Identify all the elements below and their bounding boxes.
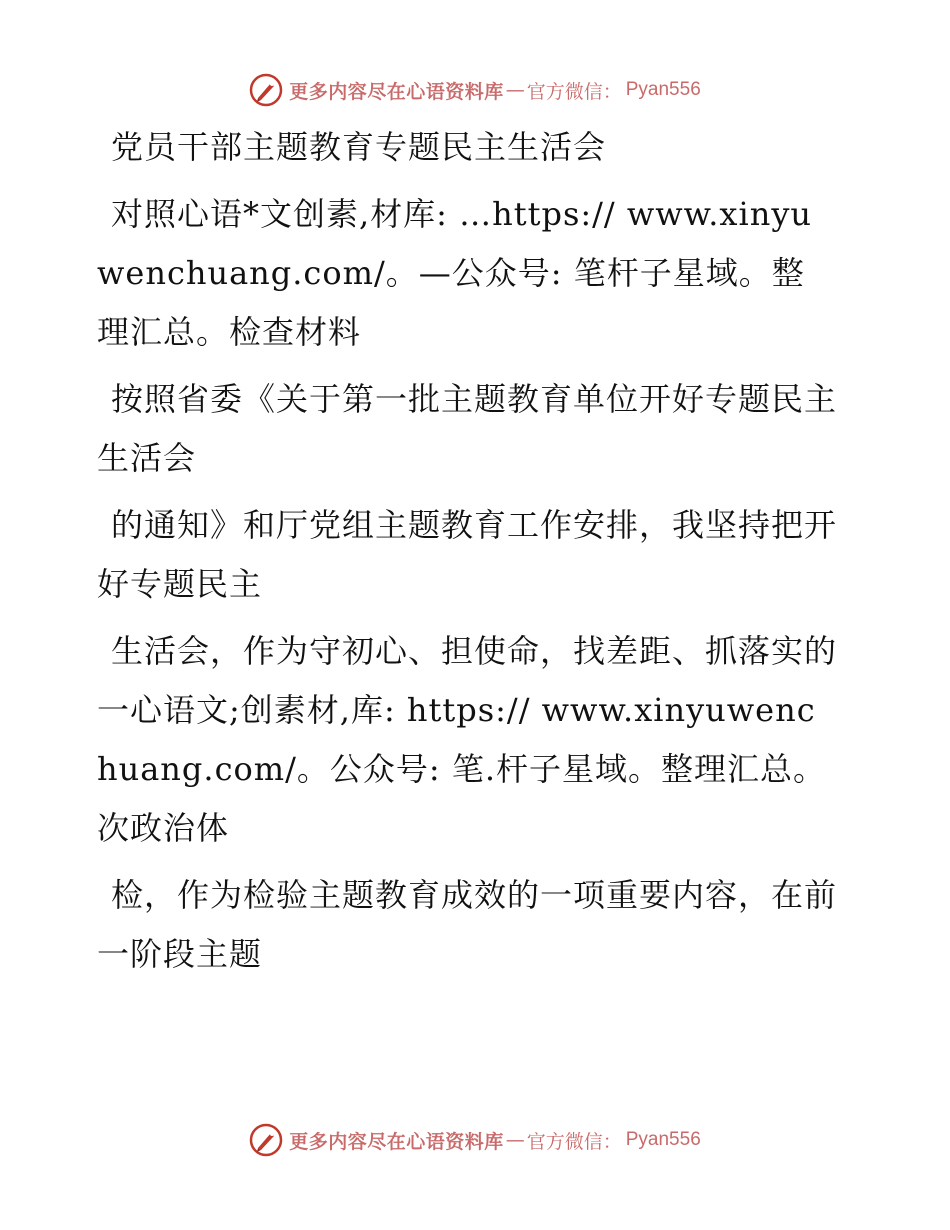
header-banner-separator: — (505, 79, 525, 101)
footer-banner-separator: — (505, 1129, 525, 1151)
footer-banner-text: 更多内容尽在心语资料库 (289, 1130, 504, 1153)
header-banner-wechat-label: 官方微信： (526, 80, 622, 103)
footer-watermark-banner (0, 1120, 950, 1160)
footer-banner-wechat-id: Pyan556 (625, 1129, 701, 1150)
footer-banner-wechat-label: 官方微信： (526, 1130, 622, 1153)
doc-paragraph: 对照心语*文创素,材库: …https:// www.xinyuwenchuang.com/。—公众号: 笔杆子星域。整理汇总。检查材料 (97, 195, 813, 351)
header-banner-wechat-id: Pyan556 (625, 79, 701, 100)
pen-logo-icon (249, 73, 283, 107)
doc-title-line: 党员干部主题教育专题民主生活会 (111, 128, 607, 166)
pen-logo-icon (249, 1123, 283, 1157)
header-watermark-banner (0, 70, 950, 110)
doc-paragraph: 按照省委《关于第一批主题教育单位开好专题民主生活会 (97, 380, 838, 477)
doc-paragraph: 的通知》和厅党组主题教育工作安排，我坚持把开好专题民主 (97, 506, 838, 603)
document-body (97, 118, 837, 992)
doc-paragraph: 生活会，作为守初心、担使命，找差距、抓落实的一心语文;创素材,库: https:// www.xinyuwenchuang.com/。公众号: 笔.杆子星域。整理汇总。次政治体 (97, 632, 838, 847)
doc-paragraph: 检，作为检验主题教育成效的一项重要内容，在前一阶段主题 (97, 876, 838, 973)
header-banner-text: 更多内容尽在心语资料库 (289, 80, 504, 103)
